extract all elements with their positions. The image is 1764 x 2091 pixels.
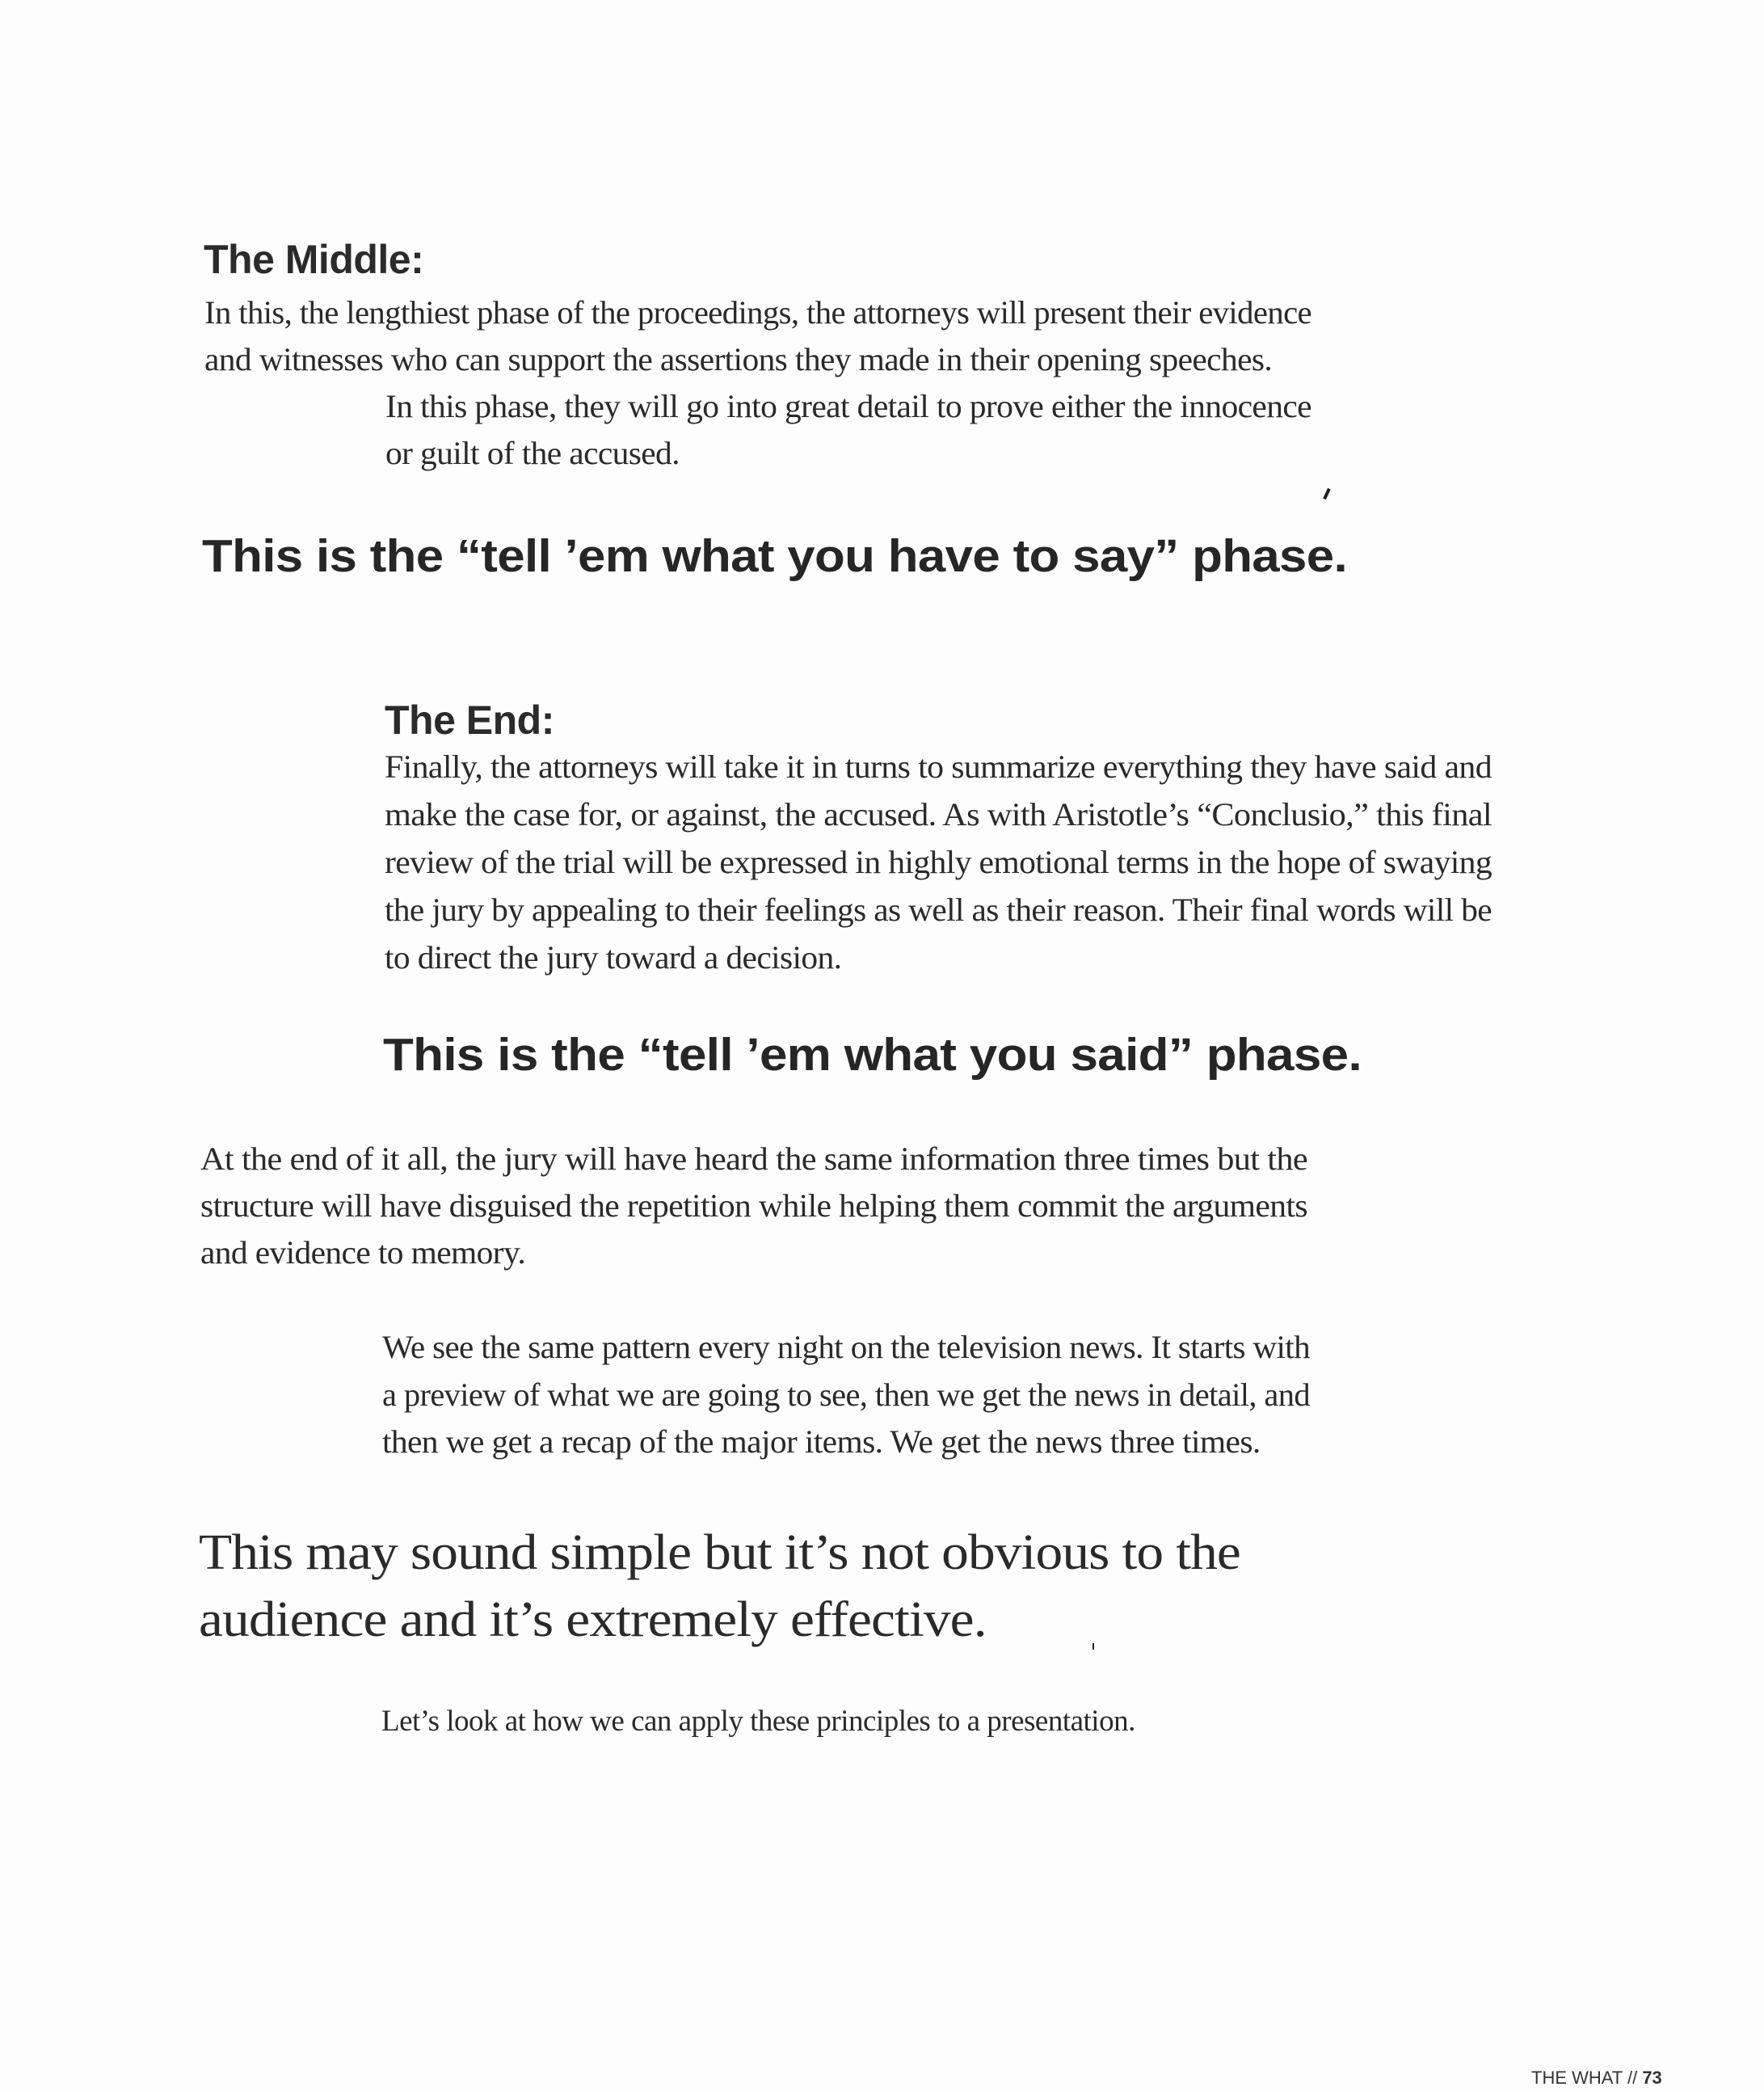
paragraph-line: to direct the jury toward a decision. <box>385 939 842 976</box>
pull-quote-middle: This is the “tell ’em what you have to say” phase. <box>202 530 1347 582</box>
paragraph-line: a preview of what we are going to see, then we get the news in detail, and <box>382 1376 1310 1413</box>
paragraph-line: the jury by appealing to their feelings as well as their reason. Their final words will be <box>385 892 1492 928</box>
pull-quote-end: This is the “tell ’em what you said” phase. <box>383 1029 1362 1081</box>
paragraph-line: make the case for, or against, the accused. As with Aristotle’s “Conclusio,” this final <box>385 796 1492 833</box>
paragraph-line: Finally, the attorneys will take it in turns to summarize everything they have said and <box>385 748 1492 785</box>
scan-mark <box>1323 488 1331 500</box>
paragraph-line: then we get a recap of the major items. We get the news three times. <box>382 1423 1261 1460</box>
emphasis-line: audience and it’s extremely effective. <box>199 1592 987 1647</box>
paragraph-line: and evidence to memory. <box>200 1234 526 1271</box>
paragraph-line: In this, the lengthiest phase of the proceedings, the attorneys will present their evidence <box>204 294 1311 331</box>
page-footer <box>1531 2069 1662 2087</box>
page-number: 73 <box>1642 2068 1662 2088</box>
paragraph-line: We see the same pattern every night on the television news. It starts with <box>382 1329 1310 1365</box>
emphasis-line: This may sound simple but it’s not obvious to the <box>199 1525 1240 1580</box>
section-heading-end: The End: <box>385 698 554 743</box>
paragraph-line: structure will have disguised the repetition while helping them commit the arguments <box>200 1187 1307 1224</box>
paragraph-line: and witnesses who can support the assertions they made in their opening speeches. <box>204 341 1273 377</box>
paragraph-line: In this phase, they will go into great detail to prove either the innocence <box>385 388 1311 424</box>
section-heading-middle: The Middle: <box>204 237 424 282</box>
paragraph-line: review of the trial will be expressed in highly emotional terms in the hope of swaying <box>385 844 1492 880</box>
paragraph-line: At the end of it all, the jury will have heard the same information three times but the <box>200 1140 1307 1177</box>
paragraph-line: or guilt of the accused. <box>385 435 680 471</box>
closing-line: Let’s look at how we can apply these principles to a presentation. <box>381 1705 1135 1738</box>
scan-mark <box>1093 1643 1094 1650</box>
footer-section-label: THE WHAT // <box>1531 2068 1638 2088</box>
